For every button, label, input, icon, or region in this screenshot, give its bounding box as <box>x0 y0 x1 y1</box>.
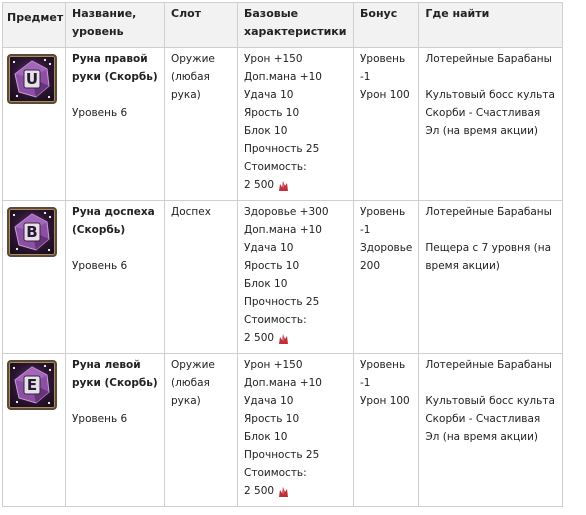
spacer <box>425 68 556 86</box>
stat-line: Ярость 10 <box>244 260 300 272</box>
item-cell <box>3 48 66 201</box>
stat-line: Здоровье +300 <box>244 206 329 218</box>
stats-cell <box>238 48 354 201</box>
stat-line: Урон +150 <box>244 53 303 65</box>
where-line: Лотерейные Барабаны <box>425 206 552 218</box>
runes-table <box>2 2 563 507</box>
stat-line: Блок 10 <box>244 431 288 443</box>
table-header-row <box>3 3 563 48</box>
spacer <box>425 221 556 239</box>
stat-line: Ярость 10 <box>244 107 300 119</box>
stat-line: Прочность 25 <box>244 449 320 461</box>
item-level: Уровень 6 <box>72 107 128 119</box>
red-crystal-icon <box>277 485 290 498</box>
rune-gem-icon <box>7 54 57 104</box>
stat-line: Ярость 10 <box>244 413 300 425</box>
rune-glyph: E <box>26 376 38 394</box>
stat-line: Стоимость: <box>244 314 307 326</box>
header-slot: Слот <box>165 3 238 48</box>
slot-cell: Оружие (любая рука) <box>165 48 238 201</box>
table-row <box>3 48 563 201</box>
item-name: Руна правой руки (Скорбь) <box>72 53 158 83</box>
header-bonus: Бонус <box>354 3 419 48</box>
item-cell <box>3 201 66 354</box>
cost-line <box>244 176 347 194</box>
red-crystal-icon <box>277 179 290 192</box>
header-name-level: Название, уровень <box>66 3 165 48</box>
where-cell <box>419 354 563 507</box>
rune-glyph: B <box>26 223 38 241</box>
stats-cell <box>238 201 354 354</box>
stat-line: Блок 10 <box>244 125 288 137</box>
bonus-line: Уровень -1 <box>360 206 406 236</box>
stat-line: Доп.мана +10 <box>244 224 322 236</box>
bonus-line: Здоровье 200 <box>360 242 413 272</box>
stat-line: Урон +150 <box>244 359 303 371</box>
bonus-cell <box>354 48 419 201</box>
item-name: Руна доспеха (Скорбь) <box>72 206 155 236</box>
item-level: Уровень 6 <box>72 260 128 272</box>
where-cell <box>419 201 563 354</box>
item-name: Руна левой руки (Скорбь) <box>72 359 158 389</box>
cost-line <box>244 329 347 347</box>
item-cell <box>3 354 66 507</box>
bonus-cell <box>354 354 419 507</box>
stat-line: Стоимость: <box>244 161 307 173</box>
red-crystal-icon <box>277 332 290 345</box>
table-row <box>3 354 563 507</box>
bonus-line: Уровень -1 <box>360 53 406 83</box>
bonus-line: Урон 100 <box>360 395 410 407</box>
slot-cell: Доспех <box>165 201 238 354</box>
stat-line: Прочность 25 <box>244 296 320 308</box>
stat-line: Прочность 25 <box>244 143 320 155</box>
bonus-line: Урон 100 <box>360 89 410 101</box>
stat-line: Доп.мана +10 <box>244 377 322 389</box>
header-item: Предмет <box>3 3 66 48</box>
cost-line <box>244 482 347 500</box>
cost-value: 2 500 <box>244 485 275 497</box>
cost-value: 2 500 <box>244 332 275 344</box>
where-line: Лотерейные Барабаны <box>425 359 552 371</box>
cost-value: 2 500 <box>244 179 275 191</box>
stat-line: Удача 10 <box>244 242 294 254</box>
table-row <box>3 201 563 354</box>
where-line: Культовый босс культа Скорби - Счастливая Эл (на время акции) <box>425 395 555 443</box>
rune-gem-icon <box>7 207 57 257</box>
name-level-cell <box>66 48 165 201</box>
header-stats: Базовые характеристики <box>238 3 354 48</box>
stat-line: Удача 10 <box>244 395 294 407</box>
where-line: Культовый босс культа Скорби - Счастливая Эл (на время акции) <box>425 89 555 137</box>
name-level-cell <box>66 201 165 354</box>
stats-cell <box>238 354 354 507</box>
stat-line: Доп.мана +10 <box>244 71 322 83</box>
slot-cell: Оружие (любая рука) <box>165 354 238 507</box>
stat-line: Блок 10 <box>244 278 288 290</box>
header-where: Где найти <box>419 3 563 48</box>
where-line: Лотерейные Барабаны <box>425 53 552 65</box>
rune-gem-icon <box>7 360 57 410</box>
spacer <box>425 374 556 392</box>
stat-line: Стоимость: <box>244 467 307 479</box>
stat-line: Удача 10 <box>244 89 294 101</box>
where-cell <box>419 48 563 201</box>
item-level: Уровень 6 <box>72 413 128 425</box>
rune-glyph: U <box>25 70 39 88</box>
bonus-cell <box>354 201 419 354</box>
bonus-line: Уровень -1 <box>360 359 406 389</box>
where-line: Пещера с 7 уровня (на время акции) <box>425 242 552 272</box>
name-level-cell <box>66 354 165 507</box>
